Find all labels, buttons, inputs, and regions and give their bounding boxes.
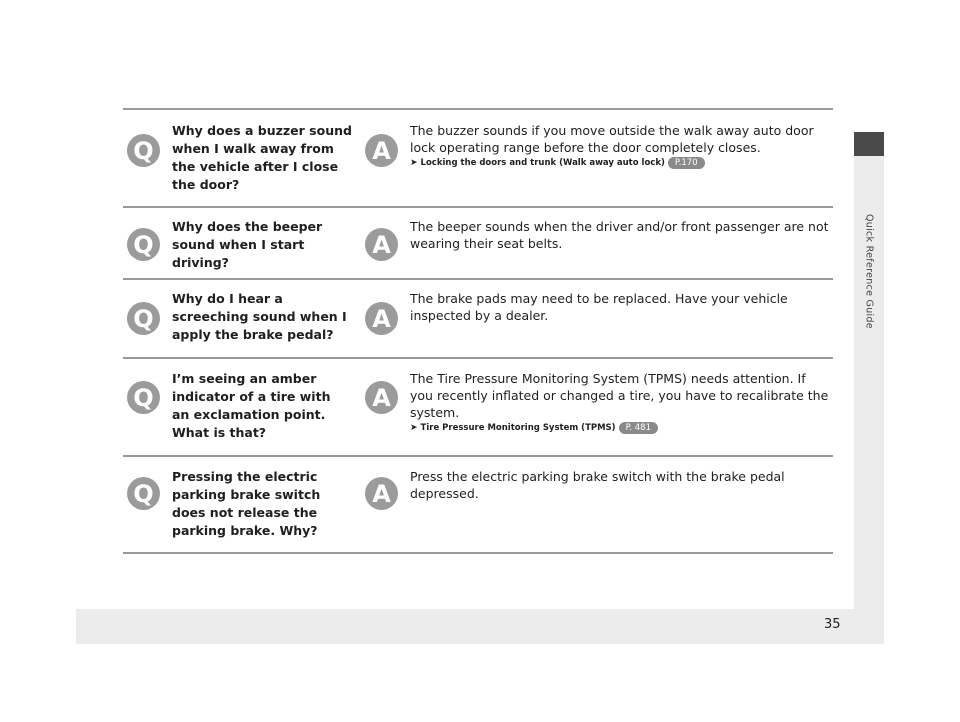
question-text: Why does the beeper sound when I start driving? — [172, 219, 323, 270]
reference-arrow-icon: ➤ — [410, 158, 418, 168]
q-badge-icon — [127, 228, 160, 261]
qa-row — [123, 208, 833, 278]
q-badge-icon — [127, 134, 160, 167]
question-text: Why does a buzzer sound when I walk away from the vehicle after I close the door? — [172, 123, 352, 192]
svg-text:Q: Q — [133, 384, 154, 412]
svg-text:Q: Q — [133, 305, 154, 333]
svg-text:Q: Q — [133, 231, 154, 259]
q-badge-icon — [127, 381, 160, 414]
reference-arrow-icon: ➤ — [410, 423, 418, 433]
reference-page-badge[interactable]: P. 481 — [619, 422, 658, 434]
section-tab-marker — [854, 132, 884, 156]
answer-block — [410, 370, 830, 435]
section-label: Quick Reference Guide — [863, 214, 875, 329]
answer-text: The buzzer sounds if you move outside the walk away auto door lock operating range before the door completely closes. — [410, 123, 814, 155]
svg-text:A: A — [372, 137, 391, 165]
qa-row — [123, 110, 833, 206]
a-badge-icon — [365, 381, 398, 414]
qa-row — [123, 280, 833, 357]
a-badge-icon — [365, 302, 398, 335]
svg-text:A: A — [372, 305, 391, 333]
answer-text: The brake pads may need to be replaced. Have your vehicle inspected by a dealer. — [410, 291, 788, 323]
a-badge-icon — [365, 228, 398, 261]
question-text: I’m seeing an amber indicator of a tire with an exclamation point. What is that? — [172, 371, 331, 440]
a-badge-icon — [365, 477, 398, 510]
svg-text:Q: Q — [133, 137, 154, 165]
answer-text: Press the electric parking brake switch with the brake pedal depressed. — [410, 469, 785, 501]
svg-text:A: A — [372, 480, 391, 508]
answer-text: The Tire Pressure Monitoring System (TPMS) needs attention. If you recently inflated or changed a tire, you have to recalibrate the system. — [410, 371, 829, 420]
reference-text: Locking the doors and trunk (Walk away auto lock) — [420, 158, 665, 168]
q-badge-icon — [127, 302, 160, 335]
question-text: Pressing the electric parking brake switch does not release the parking brake. Why? — [172, 469, 321, 538]
page-reference[interactable] — [410, 422, 830, 435]
q-badge-icon — [127, 477, 160, 510]
qa-row — [123, 359, 833, 455]
answer-block — [410, 122, 830, 170]
question-text: Why do I hear a screeching sound when I apply the brake pedal? — [172, 291, 347, 342]
answer-text: The beeper sounds when the driver and/or front passenger are not wearing their seat belts. — [410, 219, 829, 251]
page-number: 35 — [824, 617, 841, 632]
svg-text:A: A — [372, 384, 391, 412]
divider — [123, 552, 833, 554]
reference-page-badge[interactable]: P.170 — [668, 157, 705, 169]
svg-text:A: A — [372, 231, 391, 259]
qa-list — [123, 108, 833, 554]
a-badge-icon — [365, 134, 398, 167]
svg-text:Q: Q — [133, 480, 154, 508]
reference-text: Tire Pressure Monitoring System (TPMS) — [420, 423, 616, 433]
page-reference[interactable] — [410, 157, 830, 170]
footer-bar — [76, 609, 854, 644]
qa-row — [123, 457, 833, 552]
